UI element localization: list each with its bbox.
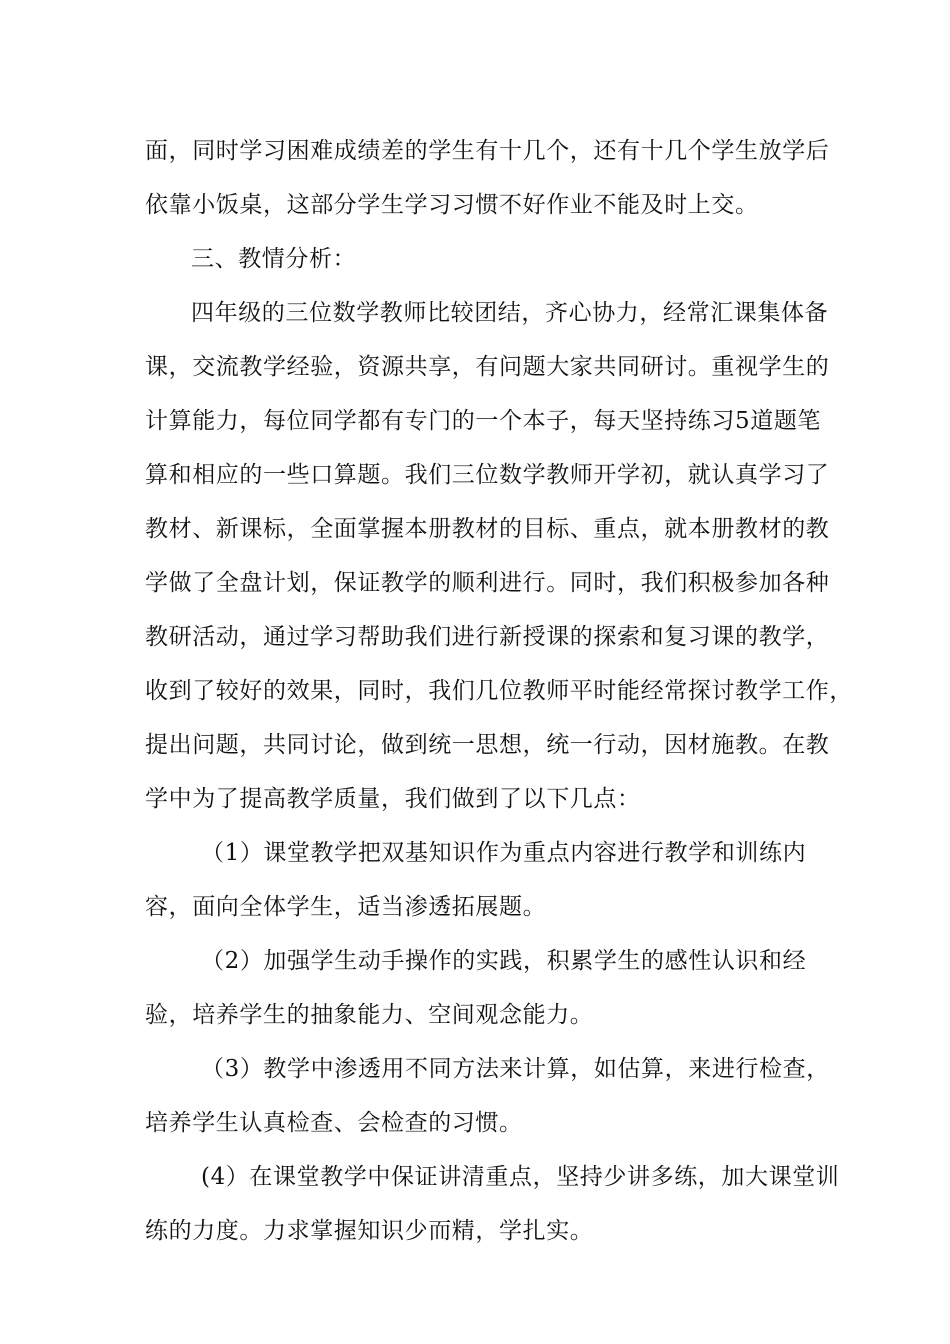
text-line: 收到了较好的效果，同时，我们几位教师平时能经常探讨教学工作， [145, 678, 853, 704]
list-item: （1）课堂教学把双基知识作为重点内容进行教学和训练内 [201, 840, 807, 866]
text-line: 提出问题，共同讨论，做到统一思想，统一行动，因材施教。在教 [145, 732, 830, 758]
text-line: 练的力度。力求掌握知识少而精，学扎实。 [145, 1218, 594, 1244]
document-body [145, 124, 853, 1258]
text-line: 课，交流教学经验，资源共享，有问题大家共同研讨。重视学生的 [145, 354, 830, 380]
text-line: 培养学生认真检查、会检查的习惯。 [145, 1110, 523, 1136]
text-line: 面，同时学习困难成绩差的学生有十几个，还有十几个学生放学后 [145, 138, 830, 164]
text-line: 容，面向全体学生，适当渗透拓展题。 [145, 894, 547, 920]
text-line: 验，培养学生的抽象能力、空间观念能力。 [145, 1002, 594, 1028]
list-item: (4）在课堂教学中保证讲清重点，坚持少讲多练，加大课堂训 [201, 1164, 840, 1190]
text-line: 计算能力，每位同学都有专门的一个本子，每天坚持练习5道题笔 [145, 408, 822, 434]
text-line: 算和相应的一些口算题。我们三位数学教师开学初，就认真学习了 [145, 462, 830, 488]
section-heading: 三、教情分析： [191, 246, 357, 272]
text-line: 教研活动，通过学习帮助我们进行新授课的探索和复习课的教学， [145, 624, 830, 650]
text-line: 四年级的三位数学教师比较团结，齐心协力，经常汇课集体备 [191, 300, 829, 326]
list-item: （2）加强学生动手操作的实践，积累学生的感性认识和经 [201, 948, 807, 974]
text-line: 依靠小饭桌，这部分学生学习习惯不好作业不能及时上交。 [145, 192, 759, 218]
list-item: （3）教学中渗透用不同方法来计算，如估算，来进行检查， [201, 1056, 830, 1082]
text-line: 学中为了提高教学质量，我们做到了以下几点： [145, 786, 641, 812]
text-line: 教材、新课标，全面掌握本册教材的目标、重点，就本册教材的教 [145, 516, 830, 542]
text-line: 学做了全盘计划，保证教学的顺利进行。同时，我们积极参加各种 [145, 570, 830, 596]
